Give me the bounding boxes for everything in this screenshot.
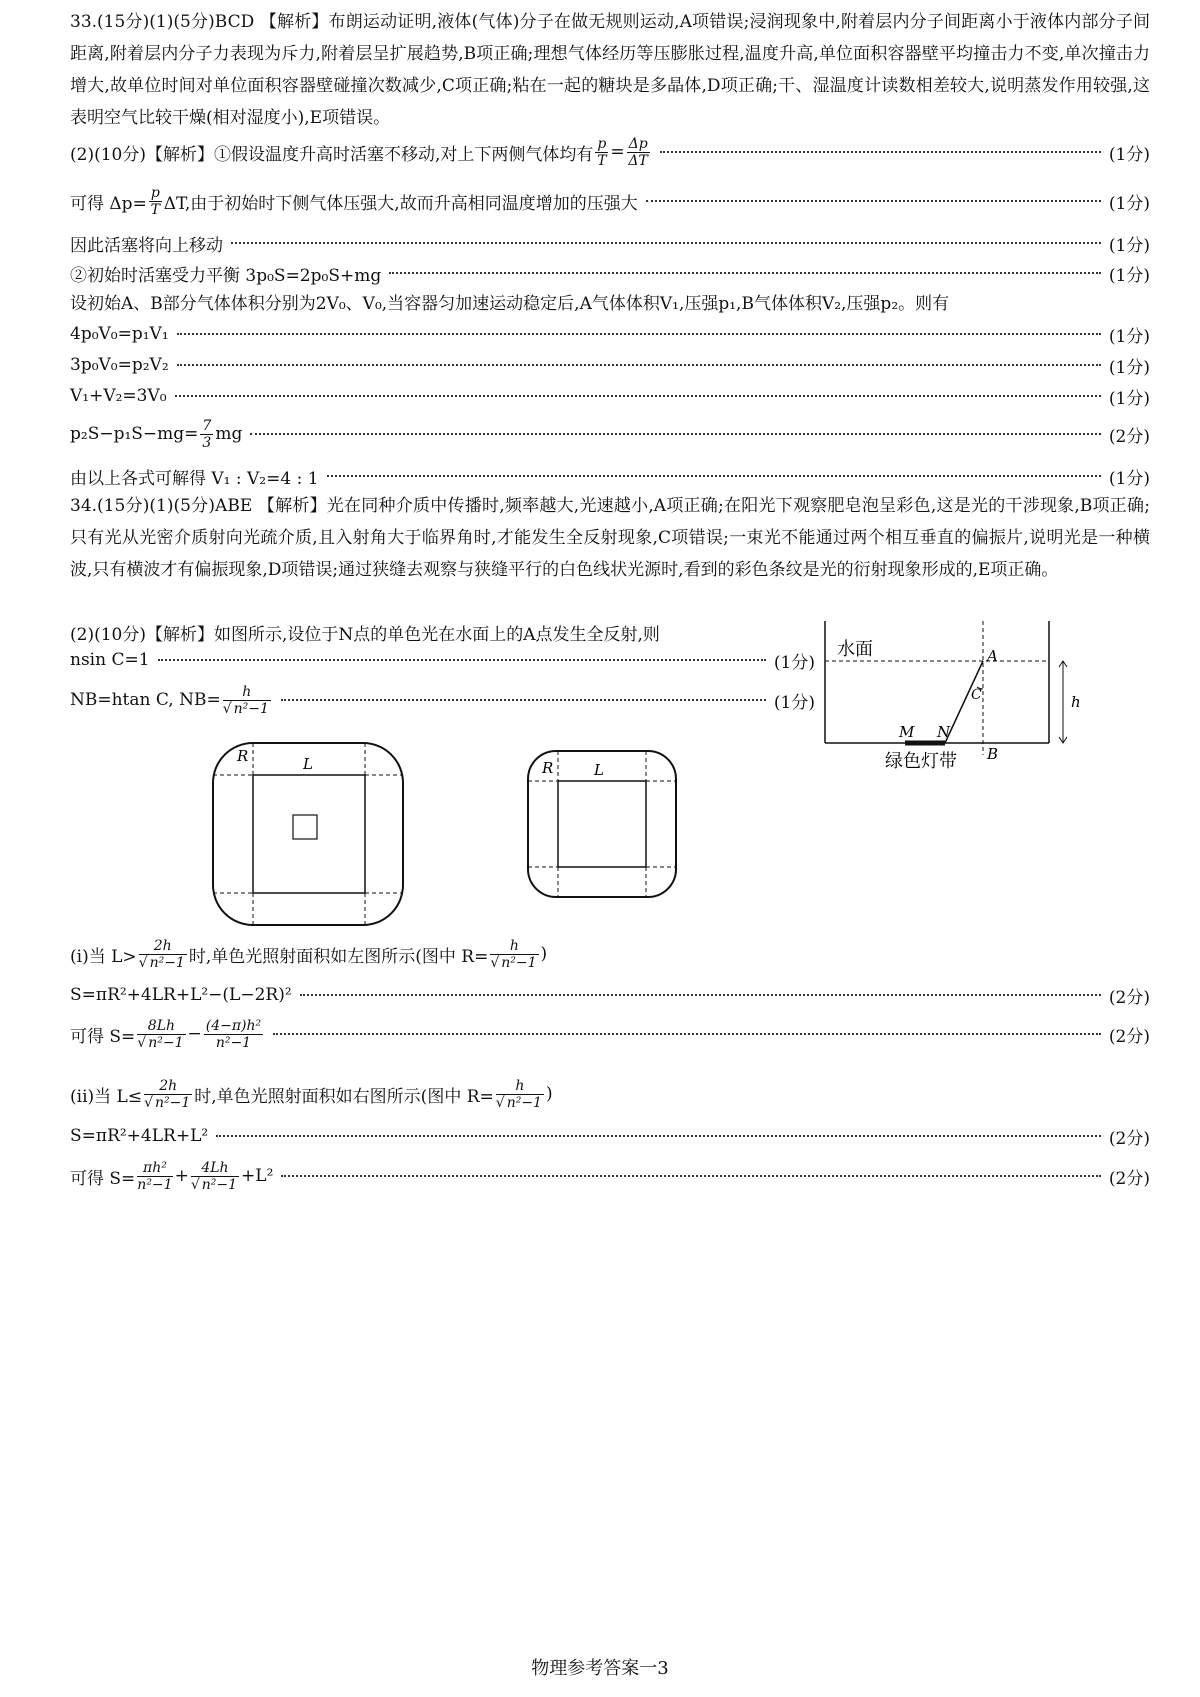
text-fragment: 时,单色光照射面积如左图所示(图中 R= xyxy=(188,946,489,967)
text-fragment: − xyxy=(187,1024,202,1044)
text-fragment: ) xyxy=(540,944,548,964)
height-label: h xyxy=(1071,693,1081,711)
score-label: (1分) xyxy=(1108,388,1150,409)
side-l-label: L xyxy=(303,755,313,773)
q33-line-1: (2)(10分)【解析】①假设温度升高时活塞不移动,对上下两侧气体均有 $\frac{p}{T}$ = $\frac{\Delta p}{\Delta T}$ (1分) xyxy=(70,135,1150,169)
q33-part2-head: (2)(10分)【解析】①假设温度升高时活塞不移动,对上下两侧气体均有 xyxy=(70,144,594,165)
text-fragment: 由以上各式可解得 V₁ : V₂=4 : 1 xyxy=(70,468,319,489)
q33-eq-3 xyxy=(70,382,1150,410)
text-fragment: V₁+V₂=3V₀ xyxy=(70,386,167,406)
point-n-label: N xyxy=(937,723,951,741)
formula-2h-over-root: $\frac{2h}{\text{√ n²−1}}$ xyxy=(138,937,185,971)
area-result-2 xyxy=(70,1159,1150,1193)
dot-leader xyxy=(158,659,766,661)
text-fragment: 3p₀V₀=p₂V₂ xyxy=(70,355,169,375)
score-label: (2分) xyxy=(1108,1168,1150,1189)
text-fragment: 可得 Δp= xyxy=(70,193,147,214)
q33-eq-5 xyxy=(70,462,1150,490)
text-fragment: p₂S−p₁S−mg= xyxy=(70,424,199,444)
formula-seven-thirds: $\frac{7}{3}$ xyxy=(202,417,212,451)
formula-p-over-T: $\frac{p}{T}$ xyxy=(597,135,607,169)
score-label: (2分) xyxy=(1108,1026,1150,1047)
score-label: (1分) xyxy=(773,692,815,713)
q33-line-5: 设初始A、B部分气体体积分别为2V₀、V₀,当容器匀加速运动稳定后,A气体体积V₁,压强p₁,B气体体积V₂,压强p₂。则有 xyxy=(70,294,950,314)
formula-p-over-T-2: $\frac{p}{T}$ xyxy=(150,184,160,218)
formula-h-over-root: $\frac{h}{\text{√ n²−1}}$ xyxy=(490,937,537,971)
text-fragment: S=πR²+4LR+L² xyxy=(70,1126,209,1146)
inner-square-l xyxy=(253,775,365,893)
dot-leader xyxy=(389,272,1101,274)
case-i-line xyxy=(70,937,770,971)
q33-eq-2 xyxy=(70,351,1150,379)
formula-8lh-over-root: $\frac{8Lh}{\text{√ n²−1}}$ xyxy=(137,1017,184,1051)
text-fragment: ②初始时活塞受力平衡 3p₀S=2p₀S+mg xyxy=(70,265,382,286)
q33-line-2 xyxy=(70,184,1150,218)
text-fragment: 可得 S= xyxy=(70,1168,136,1189)
dot-leader xyxy=(177,364,1101,366)
formula-dp-over-dT: $\frac{\Delta p}{\Delta T}$ xyxy=(628,135,648,169)
center-square xyxy=(293,815,317,839)
area-formula-1 xyxy=(70,981,1150,1009)
radius-r-label: R xyxy=(237,747,249,765)
text-fragment: +L² xyxy=(241,1166,274,1186)
inner-square-l xyxy=(558,781,646,867)
score-label: (2分) xyxy=(1108,1128,1150,1149)
case-ii-line xyxy=(70,1077,770,1111)
dot-leader xyxy=(177,333,1101,335)
text-fragment: ) xyxy=(545,1084,553,1104)
text-fragment: (i)当 L> xyxy=(70,946,137,967)
dot-leader xyxy=(281,1175,1101,1177)
area-formula-2 xyxy=(70,1122,1150,1150)
q33-eq-1 xyxy=(70,320,1150,348)
score-label: (1分) xyxy=(1108,468,1150,489)
text-fragment: + xyxy=(174,1166,189,1186)
dot-leader xyxy=(646,200,1101,202)
q34-part2-head: (2)(10分)【解析】如图所示,设位于N点的单色光在水面上的A点发生全反射,则 xyxy=(70,625,660,645)
area-result-1 xyxy=(70,1017,1150,1051)
side-l-label: L xyxy=(594,761,604,779)
q33-line-3 xyxy=(70,229,1150,257)
formula-h-over-root: $\frac{h}{\text{√ n²−1}}$ xyxy=(222,683,269,717)
score-label: (2分) xyxy=(1108,987,1150,1008)
water-tank-figure xyxy=(815,615,1085,785)
right-area-figure xyxy=(522,745,682,905)
text-fragment: mg xyxy=(215,424,243,444)
text-fragment: S=πR²+4LR+L²−(L−2R)² xyxy=(70,985,292,1005)
formula-2h-over-root: $\frac{2h}{\text{√ n²−1}}$ xyxy=(144,1077,191,1111)
dot-leader xyxy=(660,151,1101,153)
point-a-label: A xyxy=(987,647,998,665)
water-surface-label: 水面 xyxy=(837,639,873,660)
text-fragment: nsin C=1 xyxy=(70,650,150,670)
score-label: (1分) xyxy=(1108,265,1150,286)
text-fragment: 因此活塞将向上移动 xyxy=(70,235,223,256)
light-strip-label: 绿色灯带 xyxy=(885,751,957,772)
text-fragment: 时,单色光照射面积如右图所示(图中 R= xyxy=(194,1086,494,1107)
score-label: (1分) xyxy=(1108,193,1150,214)
score-label: (2分) xyxy=(1108,426,1150,447)
dot-leader xyxy=(231,242,1101,244)
formula-pi-h2-over-n2: $\frac{\text{πh²}}{\text{n²−1}}$ xyxy=(137,1159,173,1193)
dot-leader xyxy=(327,475,1101,477)
point-m-label: M xyxy=(899,723,915,741)
text-fragment: 4p₀V₀=p₁V₁ xyxy=(70,324,169,344)
radius-r-label: R xyxy=(542,759,554,777)
point-b-label: B xyxy=(987,745,999,763)
score-label: (1分) xyxy=(1108,326,1150,347)
dot-leader xyxy=(175,395,1101,397)
score-label: (1分) xyxy=(1108,357,1150,378)
text-fragment: 可得 S= xyxy=(70,1026,136,1047)
q33-eq-4 xyxy=(70,417,1150,451)
score-label: (1分) xyxy=(1108,144,1150,165)
dot-leader xyxy=(281,699,766,701)
q34-intro: 34.(15分)(1)(5分)ABE 【解析】光在同种介质中传播时,频率越大,光速越小,A项正确;在阳光下观察肥皂泡呈彩色,这是光的干涉现象,B项正确;只有光从光密介质射向光疏介质,且入射角大于临界角时,才能发生全反射现象,C项错误;一束光不能通过两个相互垂直的偏振片,说明光是一种横波,只有横波才有偏振现象,D项错误;通过狭缝去观察与狭缝平行的白色线状光源时,看到的彩色条纹是光的衍射现象形成的,E项正确。 xyxy=(70,496,1150,580)
q34-formula-2 xyxy=(70,683,815,717)
page-footer: 物理参考答案一3 xyxy=(531,1658,669,1679)
dot-leader xyxy=(250,433,1101,435)
dot-leader xyxy=(300,994,1101,996)
q33-intro: 33.(15分)(1)(5分)BCD 【解析】布朗运动证明,液体(气体)分子在做无规则运动,A项错误;浸润现象中,附着层内分子间距离小于液体内部分子间距离,附着层内分子力表现为斥力,附着层呈扩展趋势,B项正确;理想气体经历等压膨胀过程,温度升高,单位面积容器壁平均撞击力不变,单次撞击力增大,故单位时间对单位面积容器壁碰撞次数减少,C项正确;粘在一起的糖块是多晶体,D项正确;干、湿温度计读数相差较大,说明蒸发作用较强,这表明空气比较干燥(相对湿度小),E项错误。 xyxy=(70,12,1150,128)
q33-line-4 xyxy=(70,259,1150,287)
text-fragment: (ii)当 L≤ xyxy=(70,1086,143,1107)
dot-leader xyxy=(216,1135,1101,1137)
angle-c-label: C xyxy=(971,687,982,703)
score-label: (1分) xyxy=(773,652,815,673)
left-area-figure xyxy=(205,735,415,935)
score-label: (1分) xyxy=(1108,235,1150,256)
formula-h-over-root: $\frac{h}{\text{√ n²−1}}$ xyxy=(495,1077,542,1111)
text-fragment: NB=htan C, NB= xyxy=(70,690,221,710)
text-fragment: ΔT,由于初始时下侧气体压强大,故而升高相同温度增加的压强大 xyxy=(163,193,638,214)
formula-4lh-over-root: $\frac{4Lh}{\text{√ n²−1}}$ xyxy=(190,1159,238,1193)
q34-formula-1 xyxy=(70,646,815,674)
formula-4pi-h2-over-n2: $\frac{\text{(4−π)h²}}{\text{n²−1}}$ xyxy=(205,1017,262,1051)
dot-leader xyxy=(273,1033,1101,1035)
